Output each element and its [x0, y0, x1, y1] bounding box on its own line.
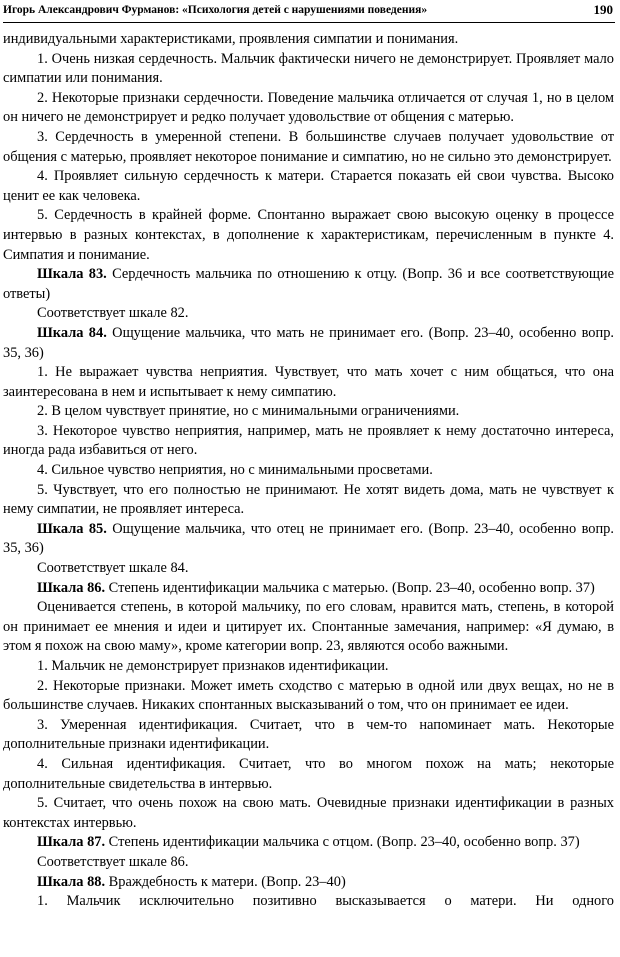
- paragraph: 4. Сильная идентификация. Считает, что во многом похож на мать; некоторые дополнительные свидетельства в интервью.: [3, 755, 614, 792]
- paragraph: 2. В целом чувствует принятие, но с минимальными ограничениями.: [37, 403, 460, 420]
- paragraph: 4. Проявляет сильную сердечность к матери. Старается показать ей свои чувства. Высоко ценит ее как человека.: [3, 168, 614, 204]
- scale-label: Шкала 87.: [37, 834, 106, 851]
- paragraph: 1. Не выражает чувства неприятия. Чувствует, что мать хочет с ним общаться, что она заинтересована в нем и испытывает к нему симпатию.: [3, 364, 614, 400]
- scale-heading: Шкала 85. Ощущение мальчика, что отец не принимает его. (Вопр. 23–40, особенно вопр. 35, 36): [3, 520, 614, 557]
- scale-heading: Шкала 84. Ощущение мальчика, что мать не принимает его. (Вопр. 23–40, особенно вопр. 35, 36): [3, 324, 614, 361]
- paragraph: индивидуальными характеристиками, проявления симпатии и понимания.: [3, 31, 459, 47]
- paragraph: Соответствует шкале 82.: [37, 305, 189, 322]
- page-body: [3, 30, 614, 912]
- paragraph: 1. Мальчик не демонстрирует признаков идентификации.: [37, 658, 389, 674]
- paragraph: 5. Сердечность в крайней форме. Спонтанно выражает свою высокую оценку в процессе интервью в разных контекстах, в дополнение к характеристикам, перечисленным в пункте 4. Симпатия и понимание.: [3, 207, 614, 263]
- paragraph: Оценивается степень, в которой мальчику, по его словам, нравится мать, степень, в которой он принимает ее мнения и идеи и цитирует их. Спонтанные замечания, например: «Я думаю, в этом я похож на свою маму», кроме категории вопр. 23, являются особо важными.: [3, 599, 614, 655]
- paragraph: 3. Сердечность в умеренной степени. В большинстве случаев получает удовольствие от общения с матерью, проявляет некоторое понимание и симпатию, но не сильно это демонстрирует.: [3, 128, 614, 165]
- paragraph: Соответствует шкале 84.: [37, 560, 189, 577]
- paragraph: 4. Сильное чувство неприятия, но с минимальными просветами.: [37, 462, 433, 479]
- scale-label: Шкала 83.: [37, 266, 107, 283]
- paragraph: 5. Чувствует, что его полностью не принимают. Не хотят видеть дома, мать не чувствует к нему симпатии, не проявляет интереса.: [3, 481, 614, 518]
- scale-heading: Шкала 88. Враждебность к матери. (Вопр. 23–40): [37, 873, 346, 890]
- book-title: Игорь Александрович Фурманов: «Психология детей с нарушениями поведения»: [3, 4, 428, 16]
- page-header: [3, 0, 615, 23]
- paragraph: 1. Очень низкая сердечность. Мальчик фактически ничего не демонстрирует. Проявляет мало симпатии или понимания.: [3, 50, 614, 87]
- page-number: 190: [593, 2, 613, 17]
- paragraph: 3. Умеренная идентификация. Считает, что в чем-то напоминает мать. Некоторые дополнительные признаки идентификации.: [3, 716, 614, 753]
- paragraph: 5. Считает, что очень похож на свою мать. Очевидные признаки идентификации в разных контекстах интервью.: [3, 795, 614, 831]
- paragraph: 2. Некоторые признаки сердечности. Поведение мальчика отличается от случая 1, но в целом он ничего не демонстрирует и редко получает удовольствие от общения с матерью.: [3, 89, 614, 126]
- paragraph: Соответствует шкале 86.: [37, 853, 189, 870]
- scale-label: Шкала 85.: [37, 520, 107, 537]
- paragraph: 2. Некоторые признаки. Может иметь сходство с матерью в одной или двух вещах, но не в большинстве случаев. Никаких спонтанных высказываний о том, что он принимает ее идеи.: [3, 677, 614, 714]
- scale-heading: Шкала 87. Степень идентификации мальчика с отцом. (Вопр. 23–40, особенно вопр. 37): [37, 834, 580, 851]
- scale-label: Шкала 86.: [37, 579, 106, 596]
- scale-label: Шкала 84.: [37, 324, 107, 341]
- scale-label: Шкала 88.: [37, 873, 106, 890]
- scale-heading: Шкала 86. Степень идентификации мальчика с матерью. (Вопр. 23–40, особенно вопр. 37): [37, 579, 595, 596]
- paragraph: 1. Мальчик исключительно позитивно высказывается о матери. Ни одного: [37, 893, 614, 910]
- paragraph: 3. Некоторое чувство неприятия, например, мать не проявляет к нему достаточно интереса, иногда рада избавиться от него.: [3, 422, 614, 459]
- scale-heading: Шкала 83. Сердечность мальчика по отношению к отцу. (Вопр. 36 и все соответствующие ответы): [3, 266, 614, 302]
